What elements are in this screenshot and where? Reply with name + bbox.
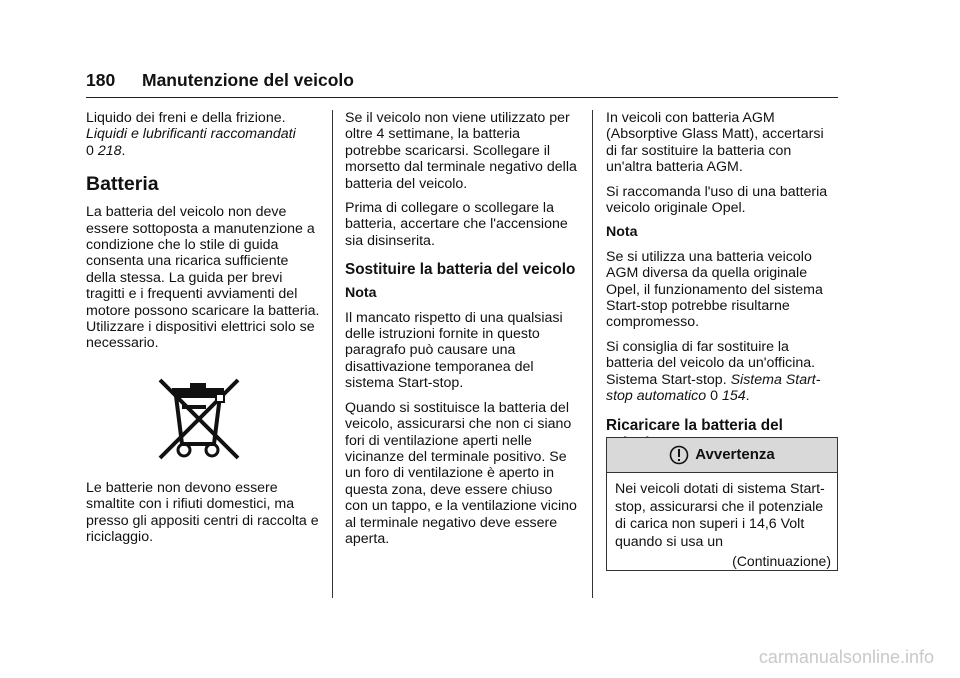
intro-page-link[interactable]: 218	[97, 142, 122, 159]
header-rule	[86, 97, 838, 98]
note-label: Nota	[606, 224, 638, 241]
column-1	[86, 110, 322, 554]
workshop-text: Si consiglia di far sostituire la batteria del veicolo da un'officina. Sistema Start-stop.	[606, 338, 816, 388]
column-3	[606, 110, 838, 459]
note-paragraph: Il mancato rispetto di una qualsiasi delle istruzioni fornite in questo paragrafo può causare una disattivazione temporanea del sistema Start-stop.	[345, 309, 563, 392]
page-ref-icon: 0	[710, 388, 719, 405]
start-stop-reference-link[interactable]: Sistema Start-stop automatico	[606, 371, 821, 405]
intro-paragraph: Liquido dei freni e della frizione. Liquidi e lubrificanti raccomandati 0 218.	[86, 110, 296, 159]
recycling-bin-icon	[152, 374, 244, 466]
section-heading-replace: Sostituire la batteria del veicolo	[345, 261, 576, 279]
note-label: Nota	[345, 285, 377, 302]
storage-paragraph: Se il veicolo non viene utilizzato per oltre 4 settimane, la batteria potrebbe scaricarsi. Scollegare il morsetto dal terminale negativo della batteria del veicolo.	[345, 110, 577, 192]
page-title: Manutenzione del veicolo	[142, 70, 354, 90]
page-header	[86, 70, 354, 91]
page-number: 180	[86, 70, 116, 90]
agm-paragraph: In veicoli con batteria AGM (Absorptive Glass Matt), accertarsi di far sostituire la batteria con un'altra batteria AGM.	[606, 110, 824, 176]
column-2	[345, 110, 579, 555]
warning-box	[606, 437, 838, 571]
workshop-paragraph: Si consiglia di far sostituire la batteria del veicolo da un'officina. Sistema Start-stop. Sistema Start-stop automatico 0 154.	[606, 338, 821, 405]
ignition-paragraph: Prima di collegare o scollegare la batteria, accertare che l'accensione sia disinserita.	[345, 200, 568, 249]
vent-paragraph: Quando si sostituisce la batteria del veicolo, assicurarsi che non ci siano fori di ventilazione aperti nelle vicinanze del terminale positivo. Se un foro di ventilazione è aperto in questa zona, deve essere chiuso con un tappo, e la ventilazione vicino al terminale negativo deve essere aperta.	[345, 399, 577, 547]
original-battery-paragraph: Si raccomanda l'uso di una batteria veicolo originale Opel.	[606, 183, 828, 217]
agm-note-paragraph: Se si utilizza una batteria veicolo AGM diversa da quella originale Opel, il funzionamento del sistema Start-stop potrebbe risultarne compromesso.	[606, 248, 823, 331]
continued-label: (Continuazione)	[732, 552, 831, 569]
warning-title: Avvertenza	[695, 446, 775, 464]
battery-paragraph: La batteria del veicolo non deve essere sottoposta a manutenzione a condizione che lo stile di guida consenta una ricarica sufficiente della stessa. La guida per brevi tragitti e i frequenti avviamenti del motore possono scaricare la batteria. Utilizzare i dispositivi elettrici solo se necessario.	[86, 204, 320, 352]
page-ref-icon: 0	[86, 142, 94, 159]
section-heading-batteria: Batteria	[86, 173, 159, 196]
start-stop-page-link[interactable]: 154	[721, 388, 746, 405]
warning-header	[607, 438, 837, 473]
column-divider	[592, 110, 593, 598]
section-heading-charge: Ricaricare la batteria del	[606, 416, 783, 434]
intro-reference-link[interactable]: Liquidi e lubrificanti raccomandati	[86, 126, 296, 143]
warning-body: Nei veicoli dotati di sistema Start-stop, assicurarsi che il potenziale di carica non superi i 14,6 Volt quando si usa un	[615, 481, 825, 550]
column-divider	[332, 110, 333, 598]
disposal-paragraph: Le batterie non devono essere smaltite con i rifiuti domestici, ma presso gli appositi centri di raccolta e riciclaggio.	[86, 479, 319, 546]
warning-icon	[669, 445, 689, 465]
intro-text: Liquido dei freni e della frizione.	[86, 110, 286, 126]
watermark: carmanualsonline.info	[758, 647, 934, 667]
